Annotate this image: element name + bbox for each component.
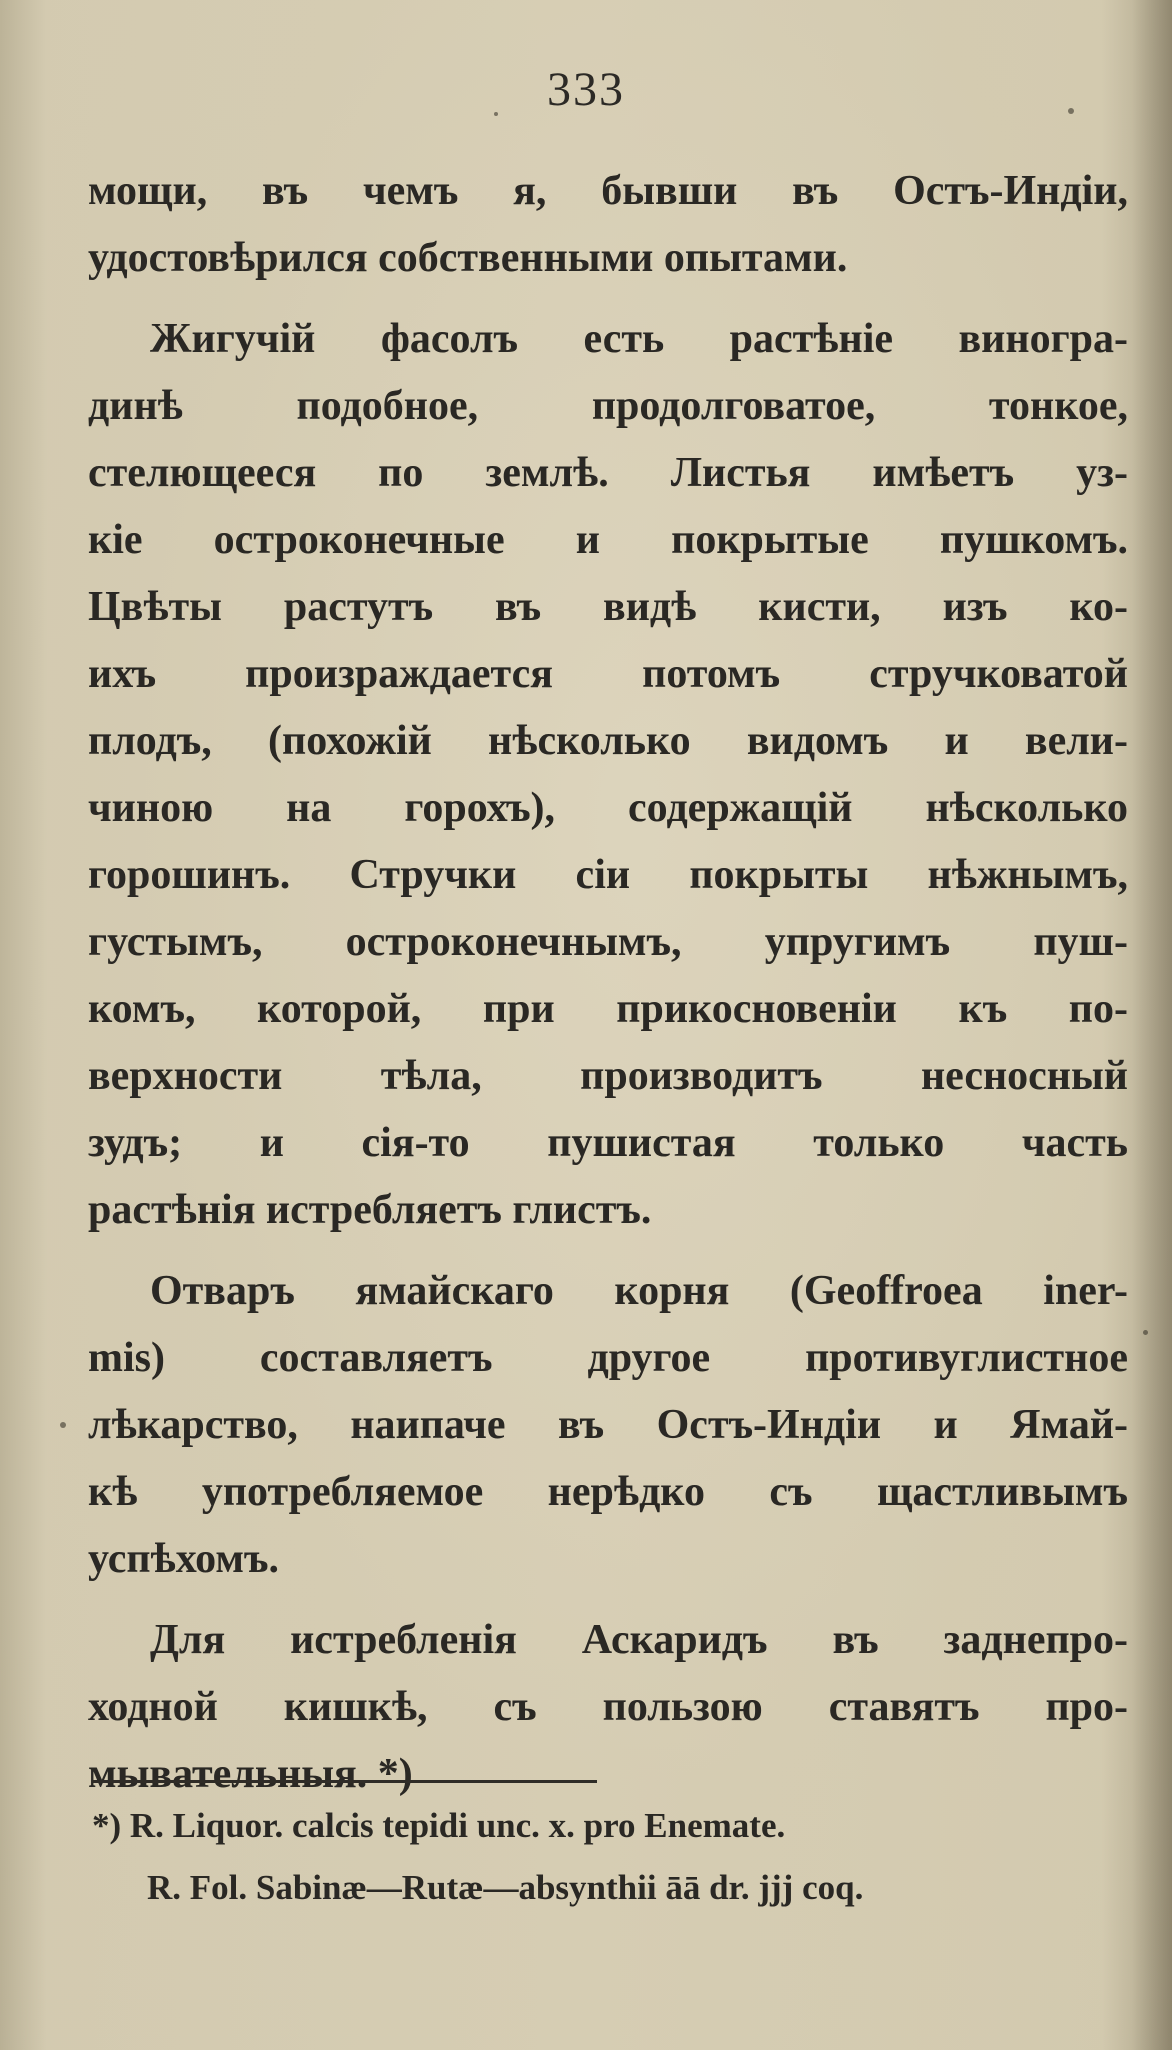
ink-speck — [1068, 108, 1074, 114]
body-text — [88, 158, 1128, 1808]
text-line: растѣнія истребляетъ глистъ. — [88, 1187, 652, 1233]
text-line: ходной кишкѣ, съ пользою ставятъ про- — [88, 1684, 1128, 1730]
text-line: удостовѣрился собственными опытами. — [88, 235, 848, 281]
text-line: динѣ подобное, продолговатое, тонкое, — [88, 383, 1128, 429]
page-number: 333 — [547, 63, 625, 116]
paragraph — [88, 1607, 1128, 1808]
text-line: успѣхомъ. — [88, 1536, 279, 1582]
text-line: Для истребленія Аскаридъ въ заднепро- — [150, 1617, 1128, 1663]
text-line: кіе остроконечные и покрытые пушкомъ. — [88, 517, 1128, 563]
text-line: кѣ употребляемое нерѣдко съ щастливымъ — [88, 1469, 1128, 1515]
text-line: Жигучій фасолъ есть растѣніе виногра- — [150, 316, 1128, 362]
ink-speck — [60, 1422, 66, 1428]
ink-speck — [1143, 1330, 1148, 1335]
text-line: зудъ; и сія-то пушистая только часть — [88, 1120, 1128, 1166]
footnote-divider — [92, 1780, 597, 1783]
paragraph — [88, 306, 1128, 1244]
text-line: мывательныя. *) — [88, 1751, 413, 1797]
text-line: горошинъ. Стручки сіи покрыты нѣжнымъ, — [88, 852, 1128, 898]
page-edge-shadow — [1132, 0, 1172, 2050]
text-line: ихъ произраждается потомъ стручковатой — [88, 651, 1128, 697]
text-line: mis) составляетъ другое противуглистное — [88, 1335, 1128, 1381]
text-line: стелющееся по землѣ. Листья имѣетъ уз- — [88, 450, 1128, 496]
footnote-line: *) R. Liquor. calcis tepidi unc. x. pro Enemate. — [92, 1806, 786, 1845]
footnotes — [92, 1795, 1132, 1919]
paragraph — [88, 1258, 1128, 1593]
text-line: густымъ, остроконечнымъ, упругимъ пуш- — [88, 919, 1128, 965]
text-line: мощи, въ чемъ я, бывши въ Остъ-Индіи, — [88, 168, 1128, 214]
text-line: Цвѣты растутъ въ видѣ кисти, изъ ко- — [88, 584, 1128, 630]
text-line: плодъ, (похожій нѣсколько видомъ и вели- — [88, 718, 1128, 764]
footnote-line: R. Fol. Sabinæ—Rutæ—absynthii āā dr. jjj coq. — [147, 1868, 864, 1907]
text-line: чиною на горохъ), содержащій нѣсколько — [88, 785, 1128, 831]
text-line: Отваръ ямайскаго корня (Geoffroea iner- — [150, 1268, 1128, 1314]
text-line: комъ, которой, при прикосновеніи къ по- — [88, 986, 1128, 1032]
paragraph — [88, 158, 1128, 292]
text-line: верхности тѣла, производитъ несносный — [88, 1053, 1128, 1099]
text-line: лѣкарство, наипаче въ Остъ-Индіи и Ямай- — [88, 1402, 1128, 1448]
ink-speck — [494, 112, 498, 116]
